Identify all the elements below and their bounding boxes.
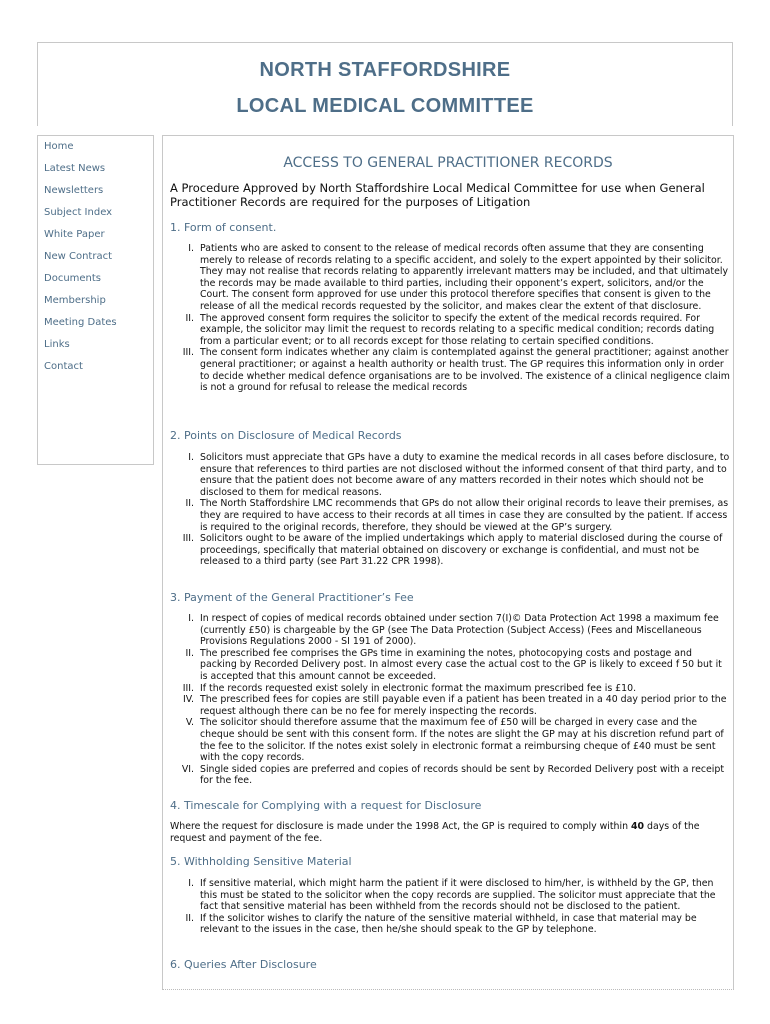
- sidebar-item-new-contract[interactable]: New Contract: [44, 251, 113, 262]
- section-heading: 4. Timescale for Complying with a request for Disclosure: [170, 799, 482, 812]
- sidebar-item-meeting-dates[interactable]: Meeting Dates: [44, 317, 117, 328]
- site-title-line1: NORTH STAFFORDSHIRE: [259, 59, 511, 81]
- section-heading: 3. Payment of the General Practitioner’s Fee: [170, 591, 414, 604]
- section-heading: 2. Points on Disclosure of Medical Records: [170, 429, 402, 442]
- list-item: I. If sensitive material, which might harm the patient if it were disclosed to him/her, is withheld by the GP, then this must be stated to the solicitor when the copy records are supplied. The solicitor must appreciate that the fact that sensitive material has been withheld from the records should not be disclosed to the patient.: [188, 878, 716, 913]
- section-heading: 1. Form of consent.: [170, 221, 277, 234]
- list-item: II. The prescribed fee comprises the GPs time in examining the notes, photocopying costs and postage and packing by Recorded Delivery post. In almost every case the actual cost to the GP is likely to exceed f 50 but it is accepted that this amount cannot be exceeded.: [185, 647, 722, 682]
- sidebar-item-membership[interactable]: Membership: [44, 295, 106, 306]
- section-list: [170, 243, 730, 394]
- list-item: V. The solicitor should therefore assume that the maximum fee of £50 will be charged in every case and the cheque should be sent with this consent form. If the notes are slight the GP may at his discretion refund part of the fee to the solicitor. If the notes exist solely in electronic format a reimbursing cheque of £40 must be sent with the copy records.: [185, 717, 724, 764]
- sidebar-item-documents[interactable]: Documents: [44, 273, 102, 284]
- timescale-paragraph: Where the request for disclosure is made under the 1998 Act, the GP is required to comply within 40 days of the request and payment of the fee.: [170, 821, 700, 844]
- page-title: ACCESS TO GENERAL PRACTITIONER RECORDS: [283, 155, 613, 171]
- list-item: I. Patients who are asked to consent to the release of medical records often assume that they are consenting merely to release of records relating to a specific accident, and solely to the expert appointed by their solicitor. They may not realise that records relating to apparently irrelevant matters may be included, and that ultimately the records may be made available to third parties, including their opponent’s expert, solicitors, and/or the Court. The consent form approved for use under this protocol therefore specifies that consent is given to the release of all the medical records requested by the solicitor, and makes clear the extent of that disclosure.: [188, 243, 729, 312]
- list-item: I. In respect of copies of medical records obtained under section 7(I)© Data Protection Act 1998 a maximum fee (currently £50) is chargeable by the GP (see The Data Protection (Subject Access) (Fees and Miscellaneous Provisions Regulations 2000 - SI 191 of 2000).: [188, 613, 719, 648]
- list-item: III. Solicitors ought to be aware of the implied undertakings which apply to material disclosed during the course of proceedings, specifically that material obtained on discovery or exchange is confidential, and must not be released to a third party (see Part 31.22 CPR 1998).: [182, 533, 723, 568]
- sidebar-item-home[interactable]: Home: [44, 141, 74, 152]
- list-item: VI. Single sided copies are preferred and copies of records should be sent by Recorded Delivery post with a receipt for the fee.: [181, 763, 724, 787]
- list-item: III. If the records requested exist solely in electronic format the maximum prescribed fee is £10.: [182, 682, 637, 694]
- sidebar-item-subject-index[interactable]: Subject Index: [44, 207, 113, 218]
- sidebar-item-links[interactable]: Links: [44, 339, 70, 350]
- section-list: [170, 613, 730, 787]
- list-item: II. If the solicitor wishes to clarify the nature of the sensitive material withheld, in case that material may be relevant to the issues in the case, then he/she should speak to the GP by telephone.: [185, 912, 697, 936]
- sidebar-item-white-paper[interactable]: White Paper: [44, 229, 105, 240]
- section-list: [170, 452, 730, 568]
- section-heading: 5. Withholding Sensitive Material: [170, 855, 352, 868]
- sidebar-nav: [37, 135, 154, 465]
- list-item: I. Solicitors must appreciate that GPs have a duty to examine the medical records in all cases before disclosure, to ensure that references to third parties are not disclosed without the informed consent of that third party, and to ensure that the patient does not become aware of any matters recorded in their notes which should not be disclosed to them for medical reasons.: [188, 452, 730, 498]
- section-heading: 6. Queries After Disclosure: [170, 958, 317, 971]
- site-title-line2: LOCAL MEDICAL COMMITTEE: [236, 95, 534, 117]
- section-list: [170, 878, 730, 936]
- sidebar-item-newsletters[interactable]: Newsletters: [44, 185, 104, 196]
- list-item: IV. The prescribed fees for copies are still payable even if a patient has been treated in a 40 day period prior to the request although there can be no fee for merely inspecting the records.: [183, 694, 727, 717]
- intro-text: A Procedure Approved by North Staffordshire Local Medical Committee for use when General Practitioner Records are required for the purposes of Litigation: [170, 181, 705, 209]
- list-item: II. The North Staffordshire LMC recommends that GPs do not allow their original records to leave their premises, as they are required to have access to their records at all times in case they are consulted by the patient. If access is required to the original records, therefore, they should be viewed at the GP’s surgery.: [185, 498, 729, 533]
- site-header: [37, 42, 733, 126]
- sidebar-item-contact[interactable]: Contact: [44, 361, 83, 372]
- list-item: III. The consent form indicates whether any claim is contemplated against the general practitioner; against another general practitioner; or against a health authority or health trust. The GP requires this information only in order to decide whether medical defence organisations are to be involved. The existence of a clinical negligence claim is not a ground for refusal to release the medical records: [182, 347, 730, 394]
- sidebar-item-latest-news[interactable]: Latest News: [44, 163, 106, 174]
- list-item: II. The approved consent form requires the solicitor to specify the extent of the medical records required. For example, the solicitor may limit the request to records relating to a specific medical condition; records dating from a particular event; or to all records except for those relating to certain specified conditions.: [185, 312, 715, 347]
